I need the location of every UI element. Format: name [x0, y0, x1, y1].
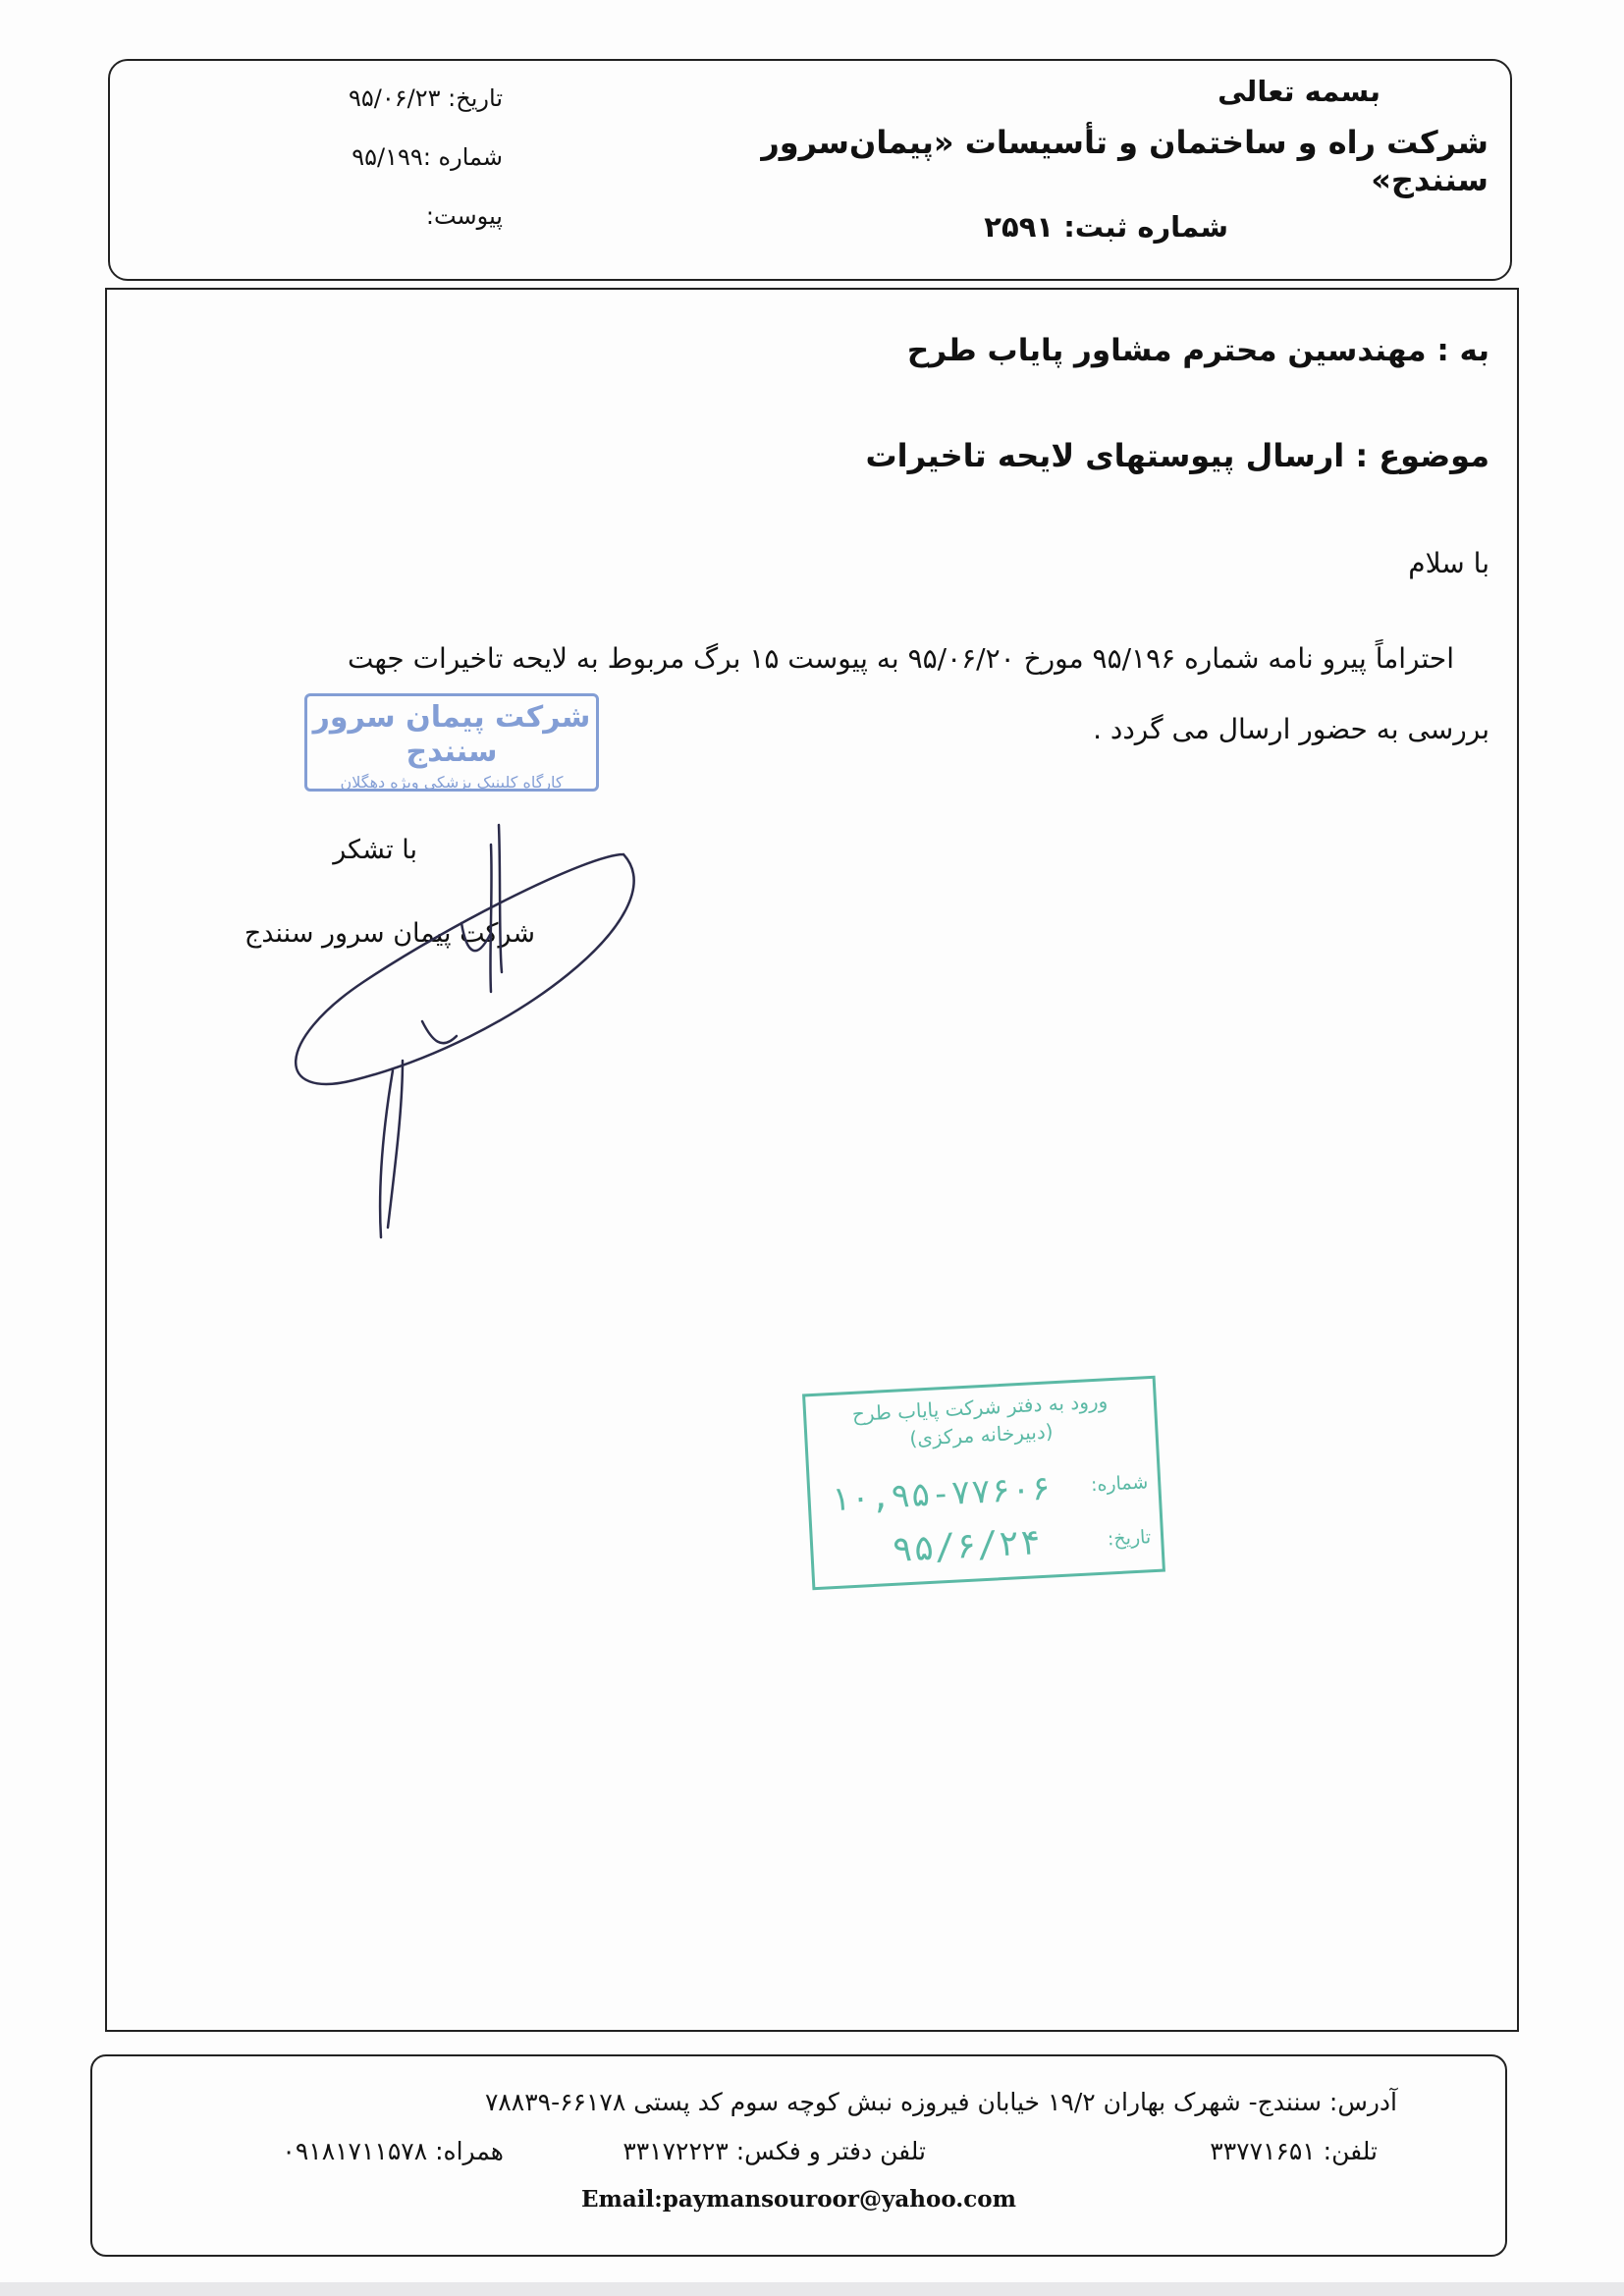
company-stamp-line-2: کارگاه کلینیک پزشکی ویژه دهگلان — [340, 773, 564, 792]
letterhead — [108, 59, 1512, 281]
recipient: به : مهندسین محترم مشاور پایاب طرح — [906, 333, 1489, 368]
receipt-stamp-title: ورود به دفتر شرکت پایاب طرح — [851, 1389, 1109, 1426]
signature-scribble — [265, 815, 658, 1257]
footer — [90, 2054, 1507, 2257]
company-stamp-line-1: شرکت پیمان سرور سنندج — [312, 700, 591, 769]
signer-name: شرکت پیمان سرور سنندج — [244, 918, 535, 949]
footer-mobile: همراه: ۰۹۱۸۱۷۱۱۵۷۸ — [282, 2137, 504, 2165]
receipt-stamp-subtitle: (دبیرخانه مرکزی) — [908, 1419, 1055, 1450]
receipt-date-label: تاریخ: — [1107, 1526, 1152, 1551]
closing: با تشکر — [333, 835, 417, 865]
registration-number: شماره ثبت: ۲۵۹۱ — [984, 210, 1228, 244]
footer-email: Email:paymansouroor@yahoo.com — [581, 2186, 1016, 2213]
footer-address: آدرس: سنندج- شهرک بهاران ۱۹/۲ خیابان فیروزه نبش کوچه سوم کد پستی ۶۶۱۷۸-۷۸۸۳۹ — [484, 2088, 1397, 2116]
footer-phone: تلفن: ۳۳۷۷۱۶۵۱ — [1210, 2137, 1378, 2165]
letter-date: تاریخ: ۹۵/۰۶/۲۳ — [349, 84, 503, 112]
receipt-number-value: ۱۰,۹۵-۷۷۶۰۶ — [829, 1468, 1053, 1520]
footer-office-fax: تلفن دفتر و فکس: ۳۳۱۷۲۲۲۳ — [623, 2137, 926, 2165]
receipt-number-label: شماره: — [1090, 1471, 1149, 1497]
receipt-stamp — [802, 1376, 1165, 1591]
page-edge — [0, 2282, 1624, 2296]
greeting: با سلام — [1408, 547, 1489, 579]
letter-meta — [179, 69, 503, 246]
body-line-2: بررسی به حضور ارسال می گردد . — [1093, 713, 1489, 745]
company-name: شرکت راه و ساختمان و تأسیسات «پیمان‌سرور سنندج» — [761, 124, 1489, 198]
body-line-1: احتراماً پیرو نامه شماره ۹۵/۱۹۶ مورخ ۹۵/۰۶/۲۰ به پیوست ۱۵ برگ مربوط به لایحه تاخیرات جهت — [347, 642, 1454, 675]
subject: موضوع : ارسال پیوستهای لایحه تاخیرات — [865, 437, 1489, 474]
letter-number: شماره :۹۵/۱۹۹ — [352, 143, 503, 171]
letter-attachment: پیوست: — [425, 202, 503, 230]
bismillah: بسمه تعالی — [1218, 75, 1380, 108]
company-stamp — [304, 693, 599, 792]
letterhead-right — [683, 69, 1489, 244]
receipt-date-value: ۹۵/۶/۲۴ — [891, 1522, 1043, 1570]
